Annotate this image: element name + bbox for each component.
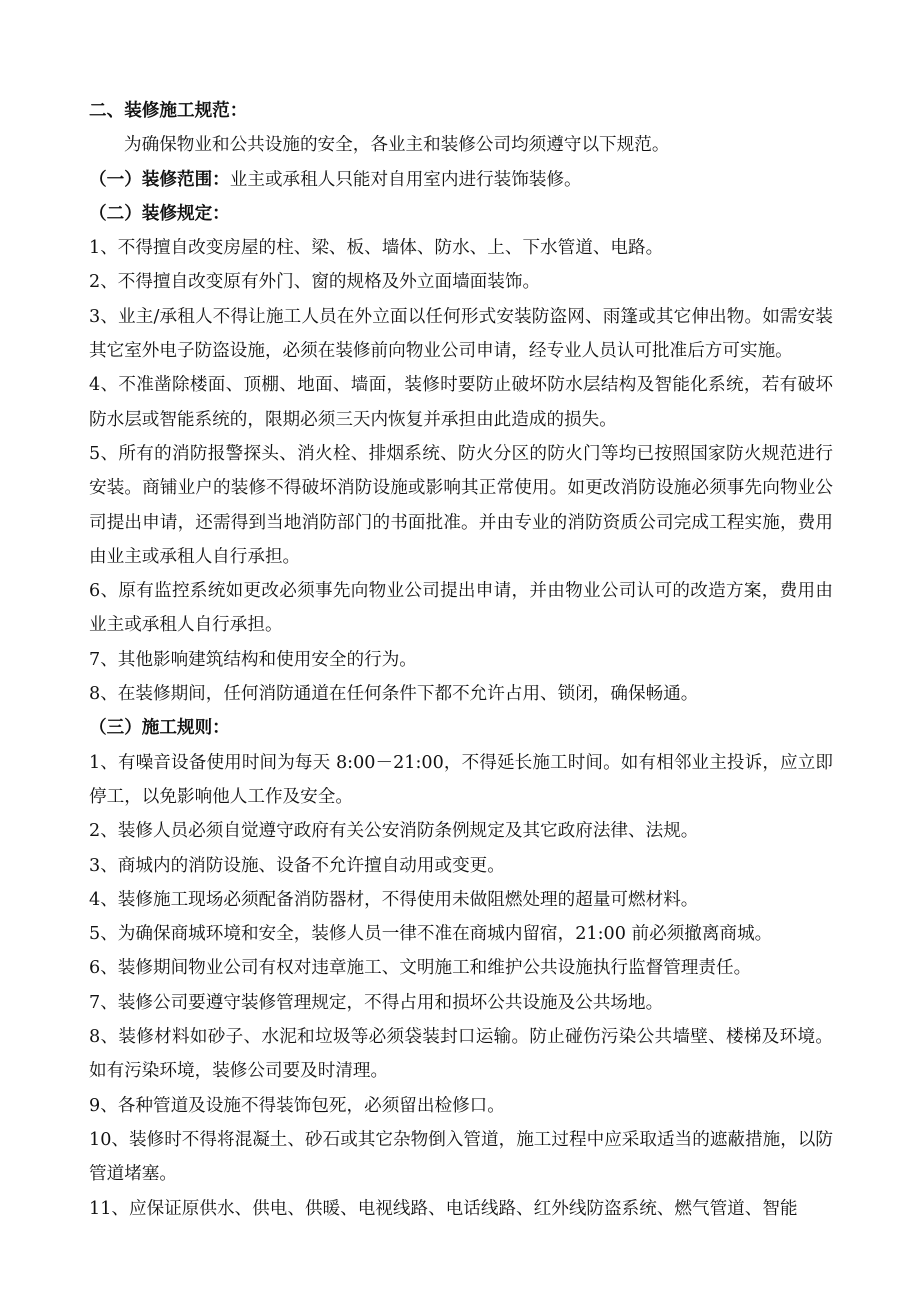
scope-label: （一）装修范围： [89,168,230,190]
rule-item: 2、不得擅自改变原有外门、窗的规格及外立面墙面装饰。 [89,272,541,293]
rule-item: 7、其他影响建筑结构和使用安全的行为。 [89,649,417,670]
rule-item: 1、不得擅自改变房屋的柱、梁、板、墙体、防水、上、下水管道、电路。 [89,238,664,259]
construction-item: 11、应保证原供水、供电、供暖、电视线路、电话线路、红外线防盗系统、燃气管道、智能 [89,1198,798,1219]
construction-item: 6、装修期间物业公司有权对违章施工、文明施工和维护公共设施执行监督管理责任。 [89,958,752,979]
rule-item: 6、原有监控系统如更改必须事先向物业公司提出申请，并由物业公司认可的改造方案，费用由业主或承租人自行承担。 [89,581,833,636]
rule-item: 4、不准凿除楼面、顶棚、地面、墙面，装修时要防止破坏防水层结构及智能化系统，若有破坏防水层或智能系统的，限期必须三天内恢复并承担由此造成的损失。 [89,375,833,430]
scope-paragraph [89,163,833,197]
construction-item: 1、有噪音设备使用时间为每天 8:00－21:00，不得延长施工时间。如有相邻业主投诉，应立即停工，以免影响他人工作及安全。 [89,752,833,807]
construction-item: 7、装修公司要遵守装修管理规定，不得占用和损坏公共设施及公共场地。 [89,992,664,1013]
construction-item: 5、为确保商城环境和安全，装修人员一律不准在商城内留宿，21:00 前必须撤离商城。 [89,924,773,945]
construction-item: 8、装修材料如砂子、水泥和垃圾等必须袋装封口运输。防止碰伤污染公共墙壁、楼梯及环境。如有污染环境，装修公司要及时清理。 [89,1027,833,1082]
construction-item: 4、装修施工现场必须配备消防器材，不得使用未做阻燃处理的超量可燃材料。 [89,889,699,910]
construction-item: 9、各种管道及设施不得装饰包死，必须留出检修口。 [89,1095,505,1116]
document-body [89,94,833,1226]
construction-heading: （三）施工规则： [89,717,230,739]
construction-item: 10、装修时不得将混凝土、砂石或其它杂物倒入管道，施工过程中应采取适当的遮蔽措施，以防管道堵塞。 [89,1129,833,1185]
scope-text: 业主或承租人只能对自用室内进行装饰装修。 [229,169,582,190]
section-title: 二、装修施工规范： [89,100,248,121]
construction-item: 3、商城内的消防设施、设备不允许擅自动用或变更。 [89,855,505,876]
construction-item: 2、装修人员必须自觉遵守政府有关公安消防条例规定及其它政府法律、法规。 [89,821,699,842]
rule-item: 8、在装修期间，任何消防通道在任何条件下都不允许占用、锁闭，确保畅通。 [89,684,699,705]
intro-paragraph: 为确保物业和公共设施的安全，各业主和装修公司均须遵守以下规范。 [124,135,670,156]
rule-item: 5、所有的消防报警探头、消火栓、排烟系统、防火分区的防火门等均已按照国家防火规范进行安装。商铺业户的装修不得破坏消防设施或影响其正常使用。如更改消防设施必须事先向物业公司提出申请，还需得到当地消防部门的书面批准。并由专业的消防资质公司完成工程实施，费用由业主或承租人自行承担。 [89,443,833,567]
rule-item: 3、业主/承租人不得让施工人员在外立面以任何形式安装防盗网、雨篷或其它伸出物。如需安装其它室外电子防盗设施，必须在装修前向物业公司申请，经专业人员认可批准后方可实施。 [89,306,833,362]
rules-heading: （二）装修规定： [89,202,230,224]
